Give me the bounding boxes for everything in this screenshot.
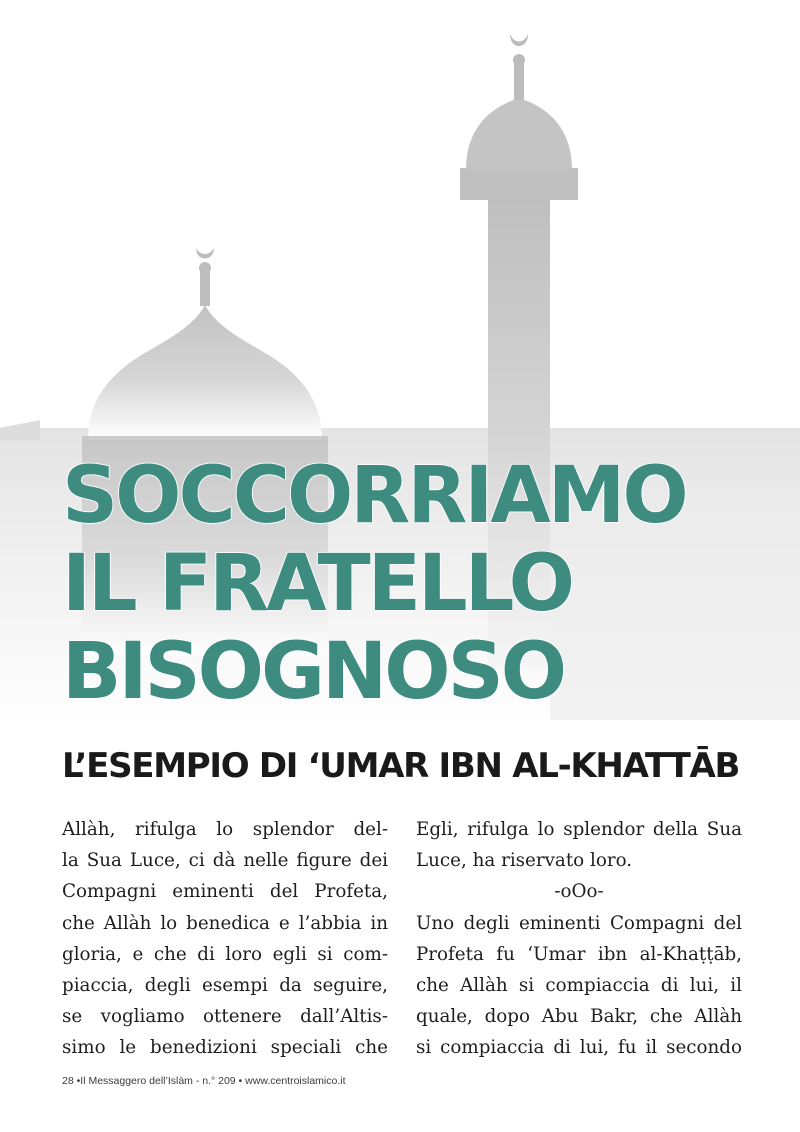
body-line: piaccia, degli esempi da seguire,: [62, 975, 388, 997]
body-line: Luce, ha riservato loro.: [416, 850, 633, 872]
body-line: che Allàh lo benedica e l’abbia in: [62, 912, 388, 934]
page-number: 28: [62, 1075, 74, 1087]
mosque-roof-left: [0, 420, 40, 440]
body-column-right: [416, 814, 742, 1064]
article-subtitle: L’ESEMPIO DI ‘UMAR IBN AL-KHATTĀB: [62, 746, 740, 786]
crescent-finial-icon: [196, 248, 214, 259]
page-footer: [62, 1075, 346, 1087]
body-line: Profeta fu ‘Umar ibn al-Khaṭṭāb,: [416, 943, 742, 965]
body-line: quale, dopo Abu Bakr, che Allàh: [416, 1006, 742, 1028]
minaret-dome: [466, 98, 572, 170]
body-line: la Sua Luce, ci dà nelle figure dei: [62, 850, 388, 872]
body-line: Uno degli eminenti Compagni del: [416, 912, 742, 934]
publication-name: •Il Messaggero dell’Islàm - n.° 209 •: [76, 1075, 243, 1087]
body-line: Egli, rifulga lo splendor della Sua: [416, 819, 742, 840]
body-line: Allàh, rifulga lo splendor del-: [62, 819, 388, 840]
title-line: IL FRATELLO: [62, 539, 572, 629]
body-line: Compagni eminenti del Profeta,: [62, 881, 388, 903]
body-line: se vogliamo ottenere dall’Altis-: [62, 1006, 388, 1028]
website-link[interactable]: www.centroislamico.it: [245, 1075, 346, 1087]
body-line: si compiaccia di lui, fu il secondo: [416, 1037, 742, 1059]
body-line: simo le benedizioni speciali che: [62, 1037, 388, 1059]
title-line: BISOGNOSO: [62, 627, 565, 717]
body-column-left: [62, 814, 388, 1064]
title-line: SOCCORRIAMO: [62, 451, 686, 541]
article-title: [62, 452, 762, 716]
body-line: gloria, e che di loro egli si com-: [62, 943, 388, 965]
body-line: che Allàh si compiaccia di lui, il: [416, 975, 742, 997]
main-dome: [88, 305, 322, 440]
section-separator: -oOo-: [554, 881, 604, 903]
